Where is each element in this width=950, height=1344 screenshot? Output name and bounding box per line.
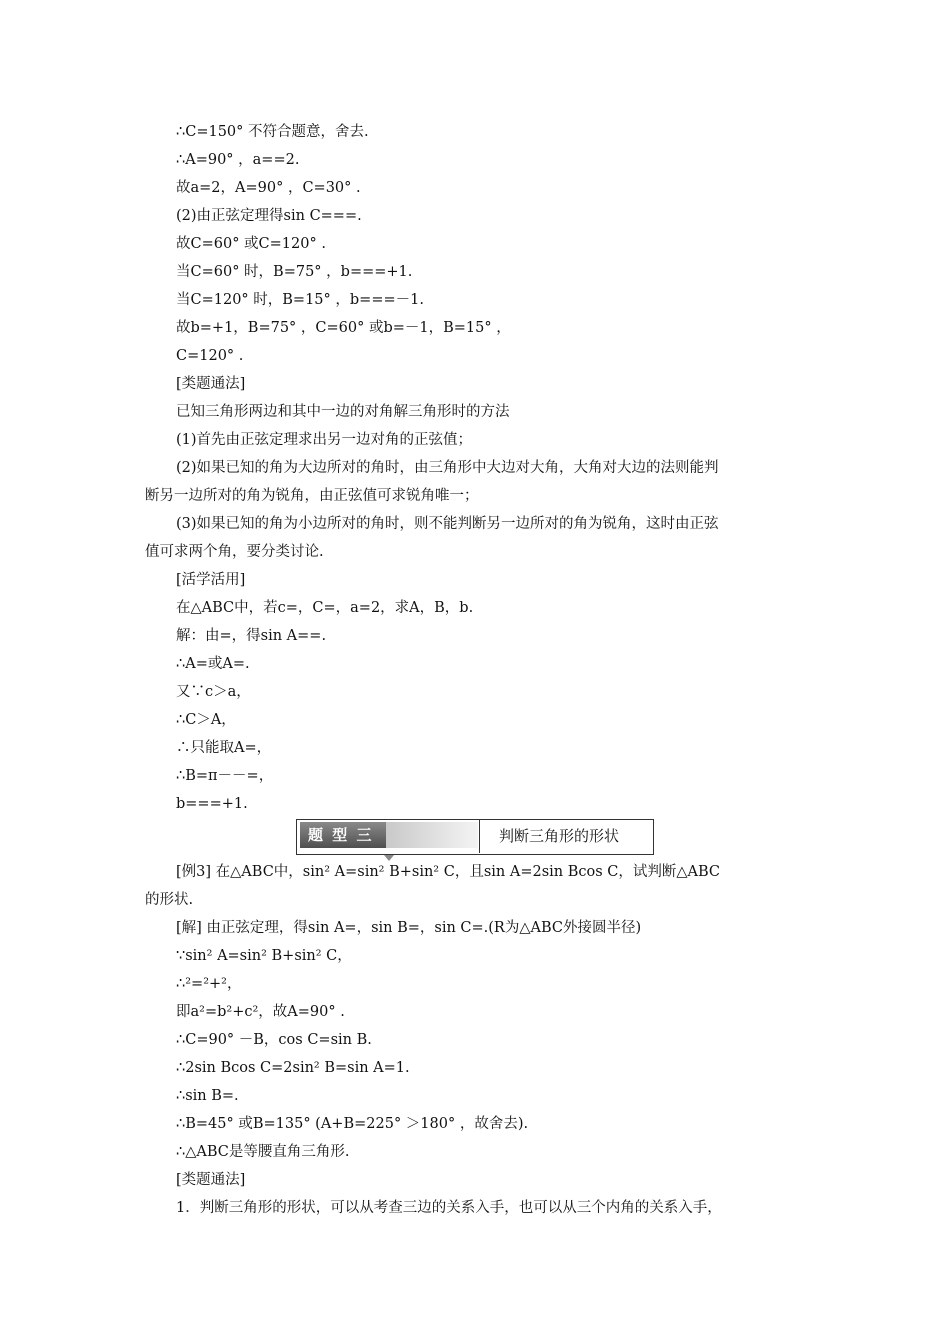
text-line: 已知三角形两边和其中一边的对角解三角形时的方法 bbox=[176, 404, 510, 420]
text-line: (3)如果已知的角为小边所对的角时，则不能判断另一边所对的角为锐角，这时由正弦 bbox=[176, 516, 719, 532]
banner-pointer bbox=[384, 855, 394, 861]
text-line: ∴C＞A， bbox=[176, 712, 236, 728]
text-line: 值可求两个角，要分类讨论. bbox=[145, 544, 324, 560]
text-line: 又∵c＞a， bbox=[176, 684, 251, 700]
text-line: 1．判断三角形的形状，可以从考查三边的关系入手，也可以从三个内角的关系入手， bbox=[176, 1200, 722, 1216]
text-line: 在△ABC中，若c=，C=，a=2，求A，B，b. bbox=[176, 600, 474, 616]
text-line: ∴sin B=. bbox=[176, 1088, 239, 1104]
text-line: 的形状. bbox=[145, 892, 194, 908]
text-line: ∴只能取A=， bbox=[176, 740, 272, 756]
text-line: ∴B=π－－=， bbox=[176, 768, 274, 784]
section-tag: [类题通法] bbox=[176, 376, 246, 392]
text-line: ∴C=150° 不符合题意，舍去. bbox=[176, 124, 369, 140]
text-line: b===+1. bbox=[176, 796, 248, 812]
text-line: ∴A=90° ，a==2. bbox=[176, 152, 300, 168]
banner-label: 题 型 三 bbox=[300, 822, 386, 848]
text-line: ∴△ABC是等腰直角三角形. bbox=[176, 1144, 350, 1160]
text-line: 故a=2，A=90° ，C=30° . bbox=[176, 180, 361, 196]
section-tag: [活学活用] bbox=[176, 572, 246, 588]
text-line: ∴2sin Bcos C=2sin² B=sin A=1. bbox=[176, 1060, 410, 1076]
banner-title: 判断三角形的形状 bbox=[499, 827, 620, 845]
text-line: 当C=60° 时，B=75° ，b===+1. bbox=[176, 264, 413, 280]
text-line: (1)首先由正弦定理求出另一边对角的正弦值； bbox=[176, 432, 473, 448]
text-line: ∴A=或A=. bbox=[176, 656, 250, 672]
text-line: ∴C=90° －B，cos C=sin B. bbox=[176, 1032, 372, 1048]
text-line: C=120° . bbox=[176, 348, 244, 364]
text-line: 故b=+1，B=75° ，C=60° 或b=－1，B=15° ， bbox=[176, 320, 511, 336]
banner-gradient bbox=[386, 822, 478, 848]
text-line: ∴²=²+²， bbox=[176, 976, 242, 992]
text-line: 解：由=，得sin A==. bbox=[176, 628, 327, 644]
text-line: ∵sin² A=sin² B+sin² C， bbox=[176, 948, 352, 964]
section-banner bbox=[296, 819, 654, 861]
text-line: 即a²=b²+c²，故A=90° . bbox=[176, 1004, 345, 1020]
text-line: (2)由正弦定理得sin C===. bbox=[176, 208, 362, 224]
text-line: [解] 由正弦定理，得sin A=，sin B=，sin C=.(R为△ABC外接圆半径) bbox=[176, 920, 642, 936]
example-heading: [例3] 在△ABC中，sin² A=sin² B+sin² C，且sin A=2sin Bcos C，试判断△ABC bbox=[176, 864, 721, 880]
text-line: (2)如果已知的角为大边所对的角时，由三角形中大边对大角，大角对大边的法则能判 bbox=[176, 460, 719, 476]
text-line: 当C=120° 时，B=15° ，b===－1. bbox=[176, 292, 424, 308]
text-line: ∴B=45° 或B=135° (A+B=225° ＞180° ，故舍去). bbox=[176, 1116, 529, 1132]
text-line: 故C=60° 或C=120° . bbox=[176, 236, 326, 252]
text-line: 断另一边所对的角为锐角，由正弦值可求锐角唯一； bbox=[145, 488, 479, 504]
section-tag: [类题通法] bbox=[176, 1172, 246, 1188]
banner-divider bbox=[479, 819, 480, 853]
